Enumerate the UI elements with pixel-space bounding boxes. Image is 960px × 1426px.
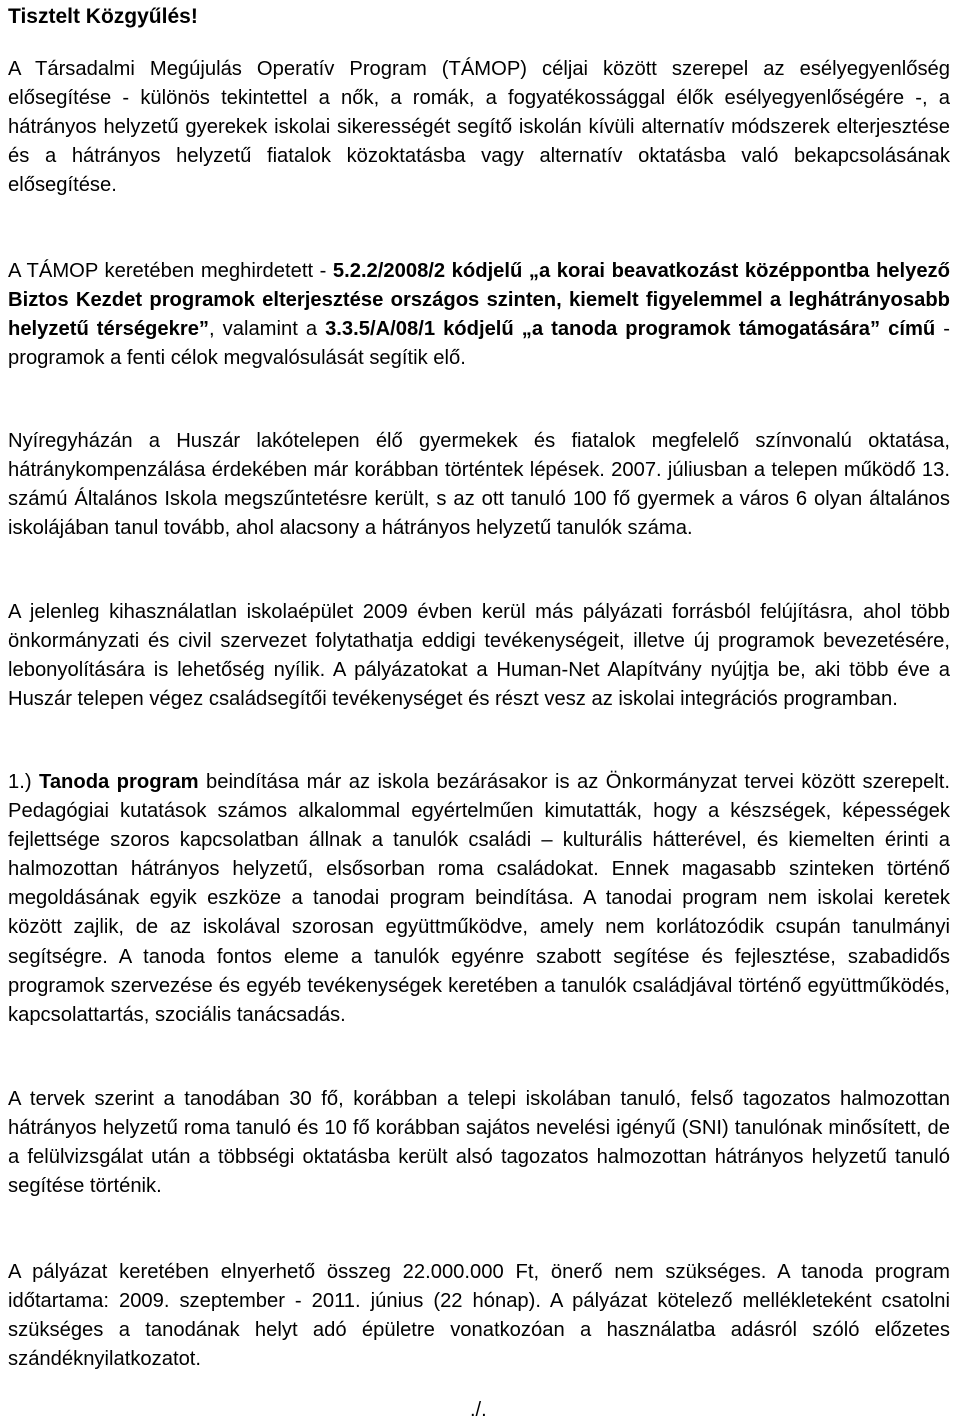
document-title: Tisztelt Közgyűlés! [8,5,198,28]
paragraph-funding: A pályázat keretében elnyerhető összeg 22.000.000 Ft, önerő nem szükséges. A tanoda program időtartama: 2009. szeptember - 2011. június (22 hónap). A pályázat kötelező mellékleteként csatolni szükséges a tanodának helyt adó épületre vonatkozóan a használatba adásról szóló előzetes szándéknyilatkozatot. [8,1261,950,1371]
tanoda-program-label: Tanoda program [38,771,199,793]
text-segment: - programok a fenti célok megvalósulását segítik elő. [8,318,950,370]
paragraph-tamop-programs [8,257,950,373]
paragraph-tamop-goals: A Társadalmi Megújulás Operatív Program (TÁMOP) céljai között szerepel az esélyegyenlőség elősegítése - különös tekintettel a nők, a romák, a fogyatékossággal élők esélyegyenlőségére -, a hátrányos helyzetű gyerekek iskolai sikerességét segítő iskolán kívüli alternatív módszerek elterjesztése és a hátrányos helyzetű fiatalok közoktatásba vagy alternatív oktatásba való bekapcsolásának elősegítése. [8,58,950,197]
text-segment: A TÁMOP keretében meghirdetett - [8,260,333,282]
paragraph-plans: A tervek szerint a tanodában 30 fő, korábban a telepi iskolában tanuló, felső tagozatos halmozottan hátrányos helyzetű roma tanuló és 10 fő korábban sajátos nevelési igényű (SNI) tanulónak minősített, de a felülvizsgálat után a többségi oktatásba került alsó tagozatos halmozottan hátrányos helyzetű tanuló segítése történik. [8,1088,950,1198]
page-continuation-mark: ./. [470,1399,487,1421]
paragraph-huszar-history: Nyíregyházán a Huszár lakótelepen élő gyermekek és fiatalok megfelelő színvonalú oktatása, hátránykompenzálása érdekében már korábban történtek lépések. 2007. júliusban a telepen működő 13. számú Általános Iskola megszűntetésre került, s az ott tanuló 100 fő gyermek a város 6 olyan általános iskolájában tanul tovább, ahol alacsony a hátrányos helyzetű tanulók száma. [8,430,950,540]
program-code-5-2-2: 5.2.2/2008/2 kódjelű „a korai beavatkozást középpontba helyező Biztos Kezdet programok elterjesztése országos szinten, kiemelt figyelemmel a leghátrányosabb helyzetű térségekre” [8,260,950,341]
text-segment: , valamint a [209,318,326,341]
paragraph-tanoda-program [8,768,950,1030]
paragraph-school-building: A jelenleg kihasználatlan iskolaépület 2009 évben kerül más pályázati forrásból felújításra, ahol több önkormányzati és civil szervezet folytathatja eddigi tevékenységeit, illetve új programok bevezetésére, lebonyolítására is lehetőség nyílik. A pályázatokat a Human-Net Alapítvány nyújtja be, aki több éve a Huszár telepen végez családsegítői tevékenységet és részt vesz az iskolai integrációs programban. [8,601,950,711]
list-number: 1.) [8,771,39,793]
program-code-3-3-5: 3.3.5/A/08/1 kódjelű „a tanoda programok támogatására” című [325,318,936,341]
text-segment: beindítása már az iskola bezárásakor is az Önkormányzat tervei között szerepelt. Pedagógiai kutatások számos alkalommal egyértelműen kimutatták, hogy a készségek, képességek fejlettsége szoros kapcsolatban állnak a tanulók családi – kulturális hátterével, és kiemelten érinti a halmozottan hátrányos helyzetű, elsősorban roma családokat. Ennek magasabb szinteken történő megoldásának egyik eszköze a tanodai program beindítása. A tanodai program nem iskolai keretek között zajlik, de az iskolával szorosan együttműködve, amely nem korlátozódik csupán tanulmányi segítségre. A tanoda fontos eleme a tanulók egyénre szabott segítése és fejlesztése, szabadidős programok szervezése és egyéb tevékenységek keretében a tanulók családjával történő együttműködés, kapcsolattartás, szociális tanácsadás. [8,771,951,1026]
